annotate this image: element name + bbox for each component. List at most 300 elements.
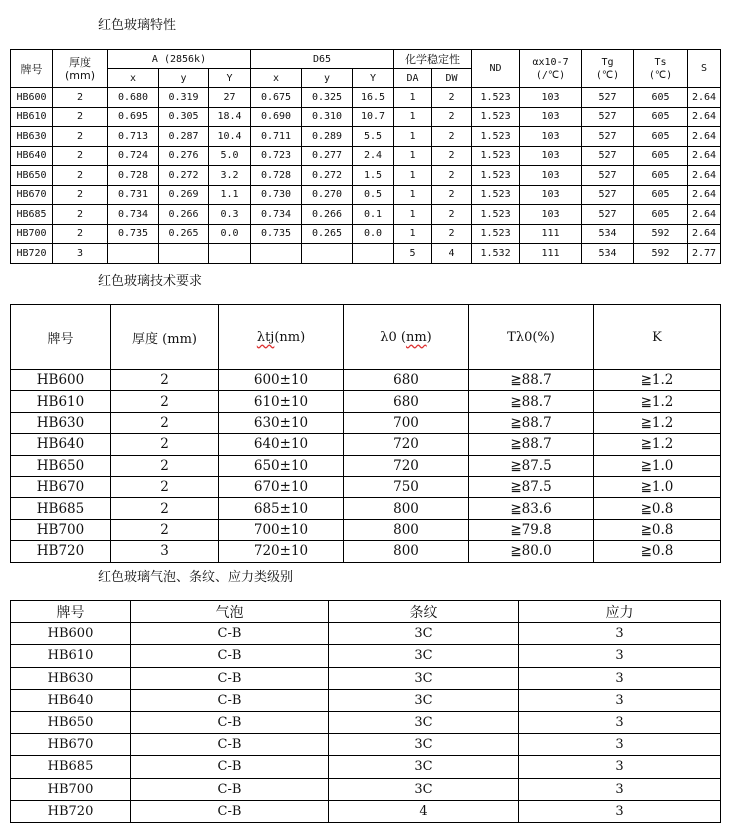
- table-row: [11, 734, 721, 756]
- cell: 605: [634, 166, 688, 186]
- cell: HB685: [11, 756, 131, 778]
- cell: 0.690: [251, 107, 302, 127]
- header-lambda-tj: [219, 305, 344, 370]
- cell: [159, 244, 209, 264]
- cell: 103: [520, 127, 582, 147]
- cell: 2: [53, 224, 108, 244]
- cell: 2: [432, 107, 472, 127]
- header-lambda0-suffix: ): [426, 329, 432, 345]
- cell: 527: [582, 88, 634, 108]
- cell: 2: [432, 224, 472, 244]
- header-illuminant-a: A (2856k): [108, 50, 251, 69]
- cell: 0.325: [302, 88, 353, 108]
- cell: 605: [634, 107, 688, 127]
- cell: 527: [582, 107, 634, 127]
- header-ts-label: Ts: [654, 56, 667, 68]
- cell: 592: [634, 224, 688, 244]
- cell: HB640: [11, 434, 111, 455]
- cell: C-B: [131, 645, 329, 667]
- cell: HB720: [11, 244, 53, 264]
- cell: 700±10: [219, 519, 344, 540]
- cell: 4: [329, 800, 519, 822]
- header-a-x: x: [108, 69, 159, 88]
- cell: 3C: [329, 778, 519, 800]
- cell: HB670: [11, 734, 131, 756]
- cell: 111: [520, 224, 582, 244]
- cell: ≧1.2: [594, 434, 721, 455]
- cell: ≧83.6: [469, 498, 594, 519]
- cell: 3: [519, 734, 721, 756]
- cell: 680: [344, 370, 469, 391]
- table-row: [11, 519, 721, 540]
- defect-body: [11, 623, 721, 823]
- cell: ≧79.8: [469, 519, 594, 540]
- cell: [251, 244, 302, 264]
- cell: 0.305: [159, 107, 209, 127]
- cell: 0.277: [302, 146, 353, 166]
- cell: 1.5: [353, 166, 394, 186]
- cell: 2: [111, 498, 219, 519]
- cell: 1: [394, 185, 432, 205]
- cell: HB650: [11, 455, 111, 476]
- cell: 0.731: [108, 185, 159, 205]
- cell: 3.2: [209, 166, 251, 186]
- cell: 2.77: [688, 244, 721, 264]
- cell: HB610: [11, 391, 111, 412]
- cell: 670±10: [219, 476, 344, 497]
- table-row: [11, 370, 721, 391]
- cell: 610±10: [219, 391, 344, 412]
- cell: 3C: [329, 734, 519, 756]
- cell: C-B: [131, 623, 329, 645]
- cell: 10.7: [353, 107, 394, 127]
- cell: ≧88.7: [469, 391, 594, 412]
- cell: 3C: [329, 756, 519, 778]
- cell: 0.735: [108, 224, 159, 244]
- cell: 0.266: [302, 205, 353, 225]
- cell: 700: [344, 412, 469, 433]
- cell: C-B: [131, 711, 329, 733]
- cell: 0.269: [159, 185, 209, 205]
- cell: C-B: [131, 667, 329, 689]
- cell: 1.1: [209, 185, 251, 205]
- cell: 3: [519, 800, 721, 822]
- cell: 3: [519, 778, 721, 800]
- cell: 2: [111, 434, 219, 455]
- cell: 0.711: [251, 127, 302, 147]
- cell: HB600: [11, 623, 131, 645]
- cell: HB610: [11, 107, 53, 127]
- cell: [209, 244, 251, 264]
- cell: 103: [520, 88, 582, 108]
- header-thickness-label: 厚度: [69, 55, 91, 69]
- cell: 3: [519, 645, 721, 667]
- cell: HB670: [11, 185, 53, 205]
- cell: 527: [582, 166, 634, 186]
- cell: 10.4: [209, 127, 251, 147]
- cell: 1: [394, 107, 432, 127]
- cell: 0.680: [108, 88, 159, 108]
- cell: 0.0: [209, 224, 251, 244]
- cell: 605: [634, 127, 688, 147]
- cell: 2: [53, 88, 108, 108]
- cell: 2.64: [688, 166, 721, 186]
- header-row: [11, 305, 721, 370]
- cell: 527: [582, 127, 634, 147]
- defect-grade-table: [10, 600, 721, 823]
- cell: 3C: [329, 645, 519, 667]
- header-tg-label: Tg: [601, 56, 614, 68]
- cell: 1.523: [472, 107, 520, 127]
- cell: 2: [53, 107, 108, 127]
- cell: 0.723: [251, 146, 302, 166]
- cell: HB600: [11, 370, 111, 391]
- header-alpha-label: αx10-7: [532, 56, 569, 68]
- header-da: DA: [394, 69, 432, 88]
- cell: 0.675: [251, 88, 302, 108]
- cell: 0.734: [108, 205, 159, 225]
- cell: 16.5: [353, 88, 394, 108]
- cell: 680: [344, 391, 469, 412]
- header-bubble: 气泡: [131, 601, 329, 623]
- cell: 2: [111, 519, 219, 540]
- table-row: [11, 778, 721, 800]
- technical-requirements-table: [10, 304, 721, 563]
- cell: 111: [520, 244, 582, 264]
- header-lambda-tj-symbol: λtj: [256, 329, 275, 345]
- cell: 2: [111, 391, 219, 412]
- header-ts: [634, 50, 688, 88]
- table-row: [11, 645, 721, 667]
- cell: 2.64: [688, 127, 721, 147]
- cell: 1.523: [472, 127, 520, 147]
- header-tg: [582, 50, 634, 88]
- table-row: [11, 498, 721, 519]
- cell: 527: [582, 205, 634, 225]
- cell: 534: [582, 224, 634, 244]
- header-d65-x: x: [251, 69, 302, 88]
- cell: HB600: [11, 88, 53, 108]
- cell: 103: [520, 166, 582, 186]
- cell: ≧0.8: [594, 541, 721, 562]
- cell: 600±10: [219, 370, 344, 391]
- cell: 1.523: [472, 185, 520, 205]
- table-row: [11, 205, 721, 225]
- table-row: [11, 185, 721, 205]
- cell: 2: [53, 166, 108, 186]
- cell: 0.266: [159, 205, 209, 225]
- cell: 800: [344, 498, 469, 519]
- table-row: [11, 756, 721, 778]
- cell: 605: [634, 205, 688, 225]
- cell: 0.310: [302, 107, 353, 127]
- header-d65-y: y: [302, 69, 353, 88]
- cell: 2: [53, 127, 108, 147]
- cell: 1: [394, 88, 432, 108]
- header-d65: D65: [251, 50, 394, 69]
- cell: C-B: [131, 734, 329, 756]
- cell: C-B: [131, 756, 329, 778]
- cell: 3: [519, 623, 721, 645]
- header-k: K: [594, 305, 721, 370]
- cell: 800: [344, 541, 469, 562]
- cell: 605: [634, 88, 688, 108]
- cell: 3: [519, 667, 721, 689]
- cell: 2: [432, 185, 472, 205]
- cell: 3: [519, 756, 721, 778]
- cell: 2: [432, 146, 472, 166]
- cell: 2: [111, 370, 219, 391]
- table-row: [11, 667, 721, 689]
- cell: 18.4: [209, 107, 251, 127]
- header-lambda0: [344, 305, 469, 370]
- cell: HB685: [11, 205, 53, 225]
- cell: 1: [394, 205, 432, 225]
- cell: HB650: [11, 711, 131, 733]
- cell: 800: [344, 519, 469, 540]
- table-row: [11, 244, 721, 264]
- cell: 2: [111, 412, 219, 433]
- header-s: S: [688, 50, 721, 88]
- cell: ≧87.5: [469, 476, 594, 497]
- cell: HB700: [11, 519, 111, 540]
- cell: C-B: [131, 778, 329, 800]
- cell: 720: [344, 455, 469, 476]
- table-row: [11, 88, 721, 108]
- cell: 3C: [329, 667, 519, 689]
- cell: [302, 244, 353, 264]
- section1-title: 红色玻璃特性: [98, 18, 177, 33]
- cell: 5.5: [353, 127, 394, 147]
- cell: 527: [582, 185, 634, 205]
- cell: 2: [53, 205, 108, 225]
- cell: 0.735: [251, 224, 302, 244]
- cell: 720±10: [219, 541, 344, 562]
- cell: 0.695: [108, 107, 159, 127]
- cell: 527: [582, 146, 634, 166]
- cell: 0.713: [108, 127, 159, 147]
- table-row: [11, 476, 721, 497]
- cell: HB650: [11, 166, 53, 186]
- cell: 3C: [329, 689, 519, 711]
- cell: HB640: [11, 146, 53, 166]
- header-stress: 应力: [519, 601, 721, 623]
- cell: HB720: [11, 541, 111, 562]
- cell: 640±10: [219, 434, 344, 455]
- cell: HB630: [11, 127, 53, 147]
- properties-body: [11, 88, 721, 264]
- cell: 0.730: [251, 185, 302, 205]
- cell: 2.4: [353, 146, 394, 166]
- cell: 720: [344, 434, 469, 455]
- cell: 0.5: [353, 185, 394, 205]
- header-t-lambda0: Tλ0(%): [469, 305, 594, 370]
- header-row: [11, 601, 721, 623]
- cell: 1: [394, 146, 432, 166]
- table-row: [11, 146, 721, 166]
- cell: 0.1: [353, 205, 394, 225]
- cell: 2: [432, 205, 472, 225]
- cell: HB685: [11, 498, 111, 519]
- cell: 0.265: [302, 224, 353, 244]
- header-alpha: [520, 50, 582, 88]
- table-row: [11, 224, 721, 244]
- cell: 3C: [329, 623, 519, 645]
- cell: 3C: [329, 711, 519, 733]
- header-row-1: [11, 50, 721, 69]
- header-brand: 牌号: [11, 601, 131, 623]
- cell: 592: [634, 244, 688, 264]
- cell: HB610: [11, 645, 131, 667]
- cell: 2: [111, 455, 219, 476]
- header-alpha-unit: (/℃): [535, 69, 566, 81]
- cell: 534: [582, 244, 634, 264]
- cell: 0.265: [159, 224, 209, 244]
- header-thickness: [53, 50, 108, 88]
- cell: 650±10: [219, 455, 344, 476]
- cell: 2.64: [688, 107, 721, 127]
- cell: 0.728: [251, 166, 302, 186]
- cell: 2: [432, 88, 472, 108]
- cell: 2: [432, 127, 472, 147]
- cell: HB670: [11, 476, 111, 497]
- header-lambda0-prefix: λ0 (: [380, 329, 406, 345]
- cell: C-B: [131, 800, 329, 822]
- cell: 1.523: [472, 166, 520, 186]
- cell: ≧88.7: [469, 412, 594, 433]
- cell: 103: [520, 107, 582, 127]
- cell: 685±10: [219, 498, 344, 519]
- cell: 0.0: [353, 224, 394, 244]
- cell: HB640: [11, 689, 131, 711]
- cell: 2: [53, 185, 108, 205]
- cell: ≧0.8: [594, 498, 721, 519]
- cell: 5.0: [209, 146, 251, 166]
- cell: 2.64: [688, 224, 721, 244]
- cell: 605: [634, 146, 688, 166]
- header-ts-unit: (℃): [648, 69, 673, 81]
- table-row: [11, 689, 721, 711]
- cell: 0.272: [159, 166, 209, 186]
- header-a-Y: Y: [209, 69, 251, 88]
- cell: 630±10: [219, 412, 344, 433]
- header-tg-unit: (℃): [595, 69, 620, 81]
- table-row: [11, 541, 721, 562]
- cell: 3: [111, 541, 219, 562]
- header-nd: ND: [472, 50, 520, 88]
- cell: HB630: [11, 667, 131, 689]
- cell: HB630: [11, 412, 111, 433]
- section2-title: 红色玻璃技术要求: [98, 274, 203, 289]
- cell: 0.272: [302, 166, 353, 186]
- cell: 103: [520, 146, 582, 166]
- cell: C-B: [131, 689, 329, 711]
- table-row: [11, 455, 721, 476]
- cell: 2: [432, 166, 472, 186]
- cell: 0.287: [159, 127, 209, 147]
- header-brand: 牌号: [11, 305, 111, 370]
- cell: 2: [53, 146, 108, 166]
- cell: [353, 244, 394, 264]
- cell: 1: [394, 224, 432, 244]
- cell: 0.3: [209, 205, 251, 225]
- cell: 103: [520, 205, 582, 225]
- cell: ≧87.5: [469, 455, 594, 476]
- table-row: [11, 800, 721, 822]
- cell: 4: [432, 244, 472, 264]
- cell: 0.276: [159, 146, 209, 166]
- cell: 2.64: [688, 205, 721, 225]
- requirements-body: [11, 370, 721, 563]
- cell: 1.532: [472, 244, 520, 264]
- cell: 1.523: [472, 88, 520, 108]
- cell: ≧88.7: [469, 370, 594, 391]
- table-row: [11, 434, 721, 455]
- header-brand: 牌号: [11, 50, 53, 88]
- cell: 5: [394, 244, 432, 264]
- cell: 605: [634, 185, 688, 205]
- cell: 103: [520, 185, 582, 205]
- header-lambda0-unit: nm: [405, 329, 427, 345]
- cell: 3: [53, 244, 108, 264]
- cell: ≧88.7: [469, 434, 594, 455]
- cell: 1.523: [472, 205, 520, 225]
- cell: ≧80.0: [469, 541, 594, 562]
- cell: 1.523: [472, 146, 520, 166]
- cell: 0.724: [108, 146, 159, 166]
- table-row: [11, 412, 721, 433]
- cell: 0.734: [251, 205, 302, 225]
- section3-title: 红色玻璃气泡、条纹、应力类级别: [98, 570, 294, 585]
- table-row: [11, 166, 721, 186]
- header-thickness: 厚度 (mm): [111, 305, 219, 370]
- cell: HB720: [11, 800, 131, 822]
- header-d65-Y: Y: [353, 69, 394, 88]
- cell: 750: [344, 476, 469, 497]
- header-thickness-unit: (mm): [64, 68, 95, 82]
- cell: 0.289: [302, 127, 353, 147]
- cell: 0.728: [108, 166, 159, 186]
- cell: 2.64: [688, 88, 721, 108]
- cell: 2: [111, 476, 219, 497]
- table-row: [11, 711, 721, 733]
- cell: ≧1.0: [594, 455, 721, 476]
- glass-properties-table: [10, 49, 721, 264]
- cell: [108, 244, 159, 264]
- cell: 27: [209, 88, 251, 108]
- table-row: [11, 107, 721, 127]
- cell: ≧1.2: [594, 391, 721, 412]
- header-dw: DW: [432, 69, 472, 88]
- header-chemical-stability: 化学稳定性: [394, 50, 472, 69]
- cell: 2.64: [688, 146, 721, 166]
- header-a-y: y: [159, 69, 209, 88]
- header-lambda-tj-unit: (nm): [274, 329, 306, 345]
- cell: 2.64: [688, 185, 721, 205]
- header-stripe: 条纹: [329, 601, 519, 623]
- table-row: [11, 623, 721, 645]
- table-row: [11, 127, 721, 147]
- cell: 1: [394, 166, 432, 186]
- cell: ≧1.2: [594, 370, 721, 391]
- cell: 0.270: [302, 185, 353, 205]
- cell: 1: [394, 127, 432, 147]
- cell: HB700: [11, 224, 53, 244]
- table-row: [11, 391, 721, 412]
- cell: 3: [519, 711, 721, 733]
- cell: 1.523: [472, 224, 520, 244]
- cell: ≧0.8: [594, 519, 721, 540]
